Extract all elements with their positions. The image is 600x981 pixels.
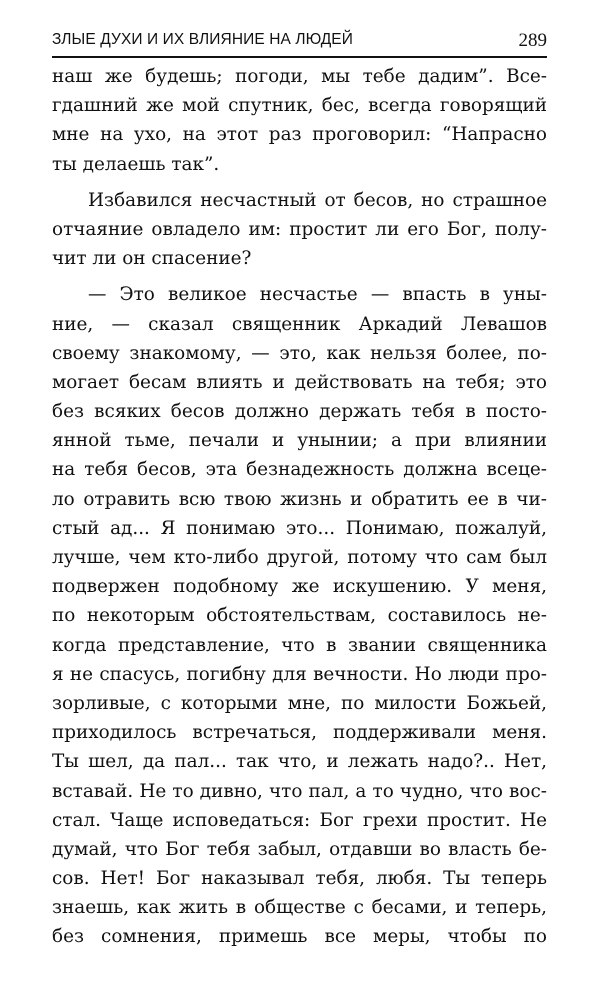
paragraph-2: [52, 186, 547, 274]
text-line: зорливые, с которыми мне, по милости Божьей,: [52, 692, 547, 714]
text-line: — Это великое несчастье — впасть в уны-: [88, 284, 547, 306]
text-line: подвержен подобному же искушению. У меня,: [52, 576, 547, 598]
text-line: Ты шел, да пал... так что, и лежать надо?.. Нет,: [52, 751, 547, 773]
text-line: наш же будешь; погоди, мы тебе дадим”. Все-: [52, 66, 547, 87]
text-line: без всяких бесов должно держать тебя в посто-: [52, 401, 547, 423]
text-line: знаешь, как жить в обществе с бесами, и теперь,: [52, 897, 547, 919]
text-line: вставай. Не то дивно, что пал, а то чудно, что вос-: [52, 780, 547, 802]
body-text: [52, 62, 547, 952]
text-line: стый ад... Я понимаю это... Понимаю, пожалуй,: [52, 517, 547, 539]
text-line: на тебя бесов, эта безнадежность должна всеце-: [52, 459, 547, 481]
page-number: 289: [518, 30, 547, 51]
text-line: отчаяние овладело им: простит ли его Бог, полу-: [52, 218, 547, 240]
text-line: сов. Нет! Бог наказывал тебя, любя. Ты теперь: [52, 868, 547, 890]
text-line: могает бесам влиять и действовать на тебя; это: [52, 371, 547, 393]
text-line: без сомнения, примешь все меры, чтобы по: [52, 926, 547, 948]
running-title: ЗЛЫЕ ДУХИ И ИХ ВЛИЯНИЕ НА ЛЮДЕЙ: [52, 31, 353, 48]
text-line: я не спасусь, погибну для вечности. Но люди про-: [52, 663, 547, 685]
text-line: ты делаешь так”.: [52, 153, 220, 175]
text-line: мне на ухо, на этот раз проговорил: “Напрасно: [52, 124, 547, 146]
text-line: чит ли он спасение?: [52, 248, 252, 270]
text-line: гдашний же мой спутник, бес, всегда говорящий: [52, 95, 547, 117]
paragraph-1: [52, 62, 547, 179]
page-header: [52, 26, 547, 58]
text-line: думай, что Бог тебя забыл, отдавши во власть бе-: [52, 838, 547, 860]
text-line: по некоторым обстоятельствам, составилось не-: [52, 605, 547, 627]
text-line: приходилось встречаться, поддерживали меня.: [52, 722, 547, 744]
text-line: ние, — сказал священник Аркадий Левашов: [52, 313, 547, 335]
text-line: лучше, чем кто-либо другой, потому что сам был: [52, 547, 547, 568]
paragraph-3: [52, 280, 547, 951]
text-line: когда представление, что в звании священника: [52, 634, 547, 656]
text-line: стал. Чаще исповедаться: Бог грехи простит. Не: [52, 809, 547, 831]
text-line: Избавился несчастный от бесов, но страшное: [88, 189, 547, 211]
text-line: ло отравить всю твою жизнь и обратить ее в чи-: [52, 488, 547, 510]
text-line: янной тьме, печали и унынии; а при влиянии: [52, 430, 547, 452]
text-line: своему знакомому, — это, как нельзя более, по-: [52, 342, 547, 364]
